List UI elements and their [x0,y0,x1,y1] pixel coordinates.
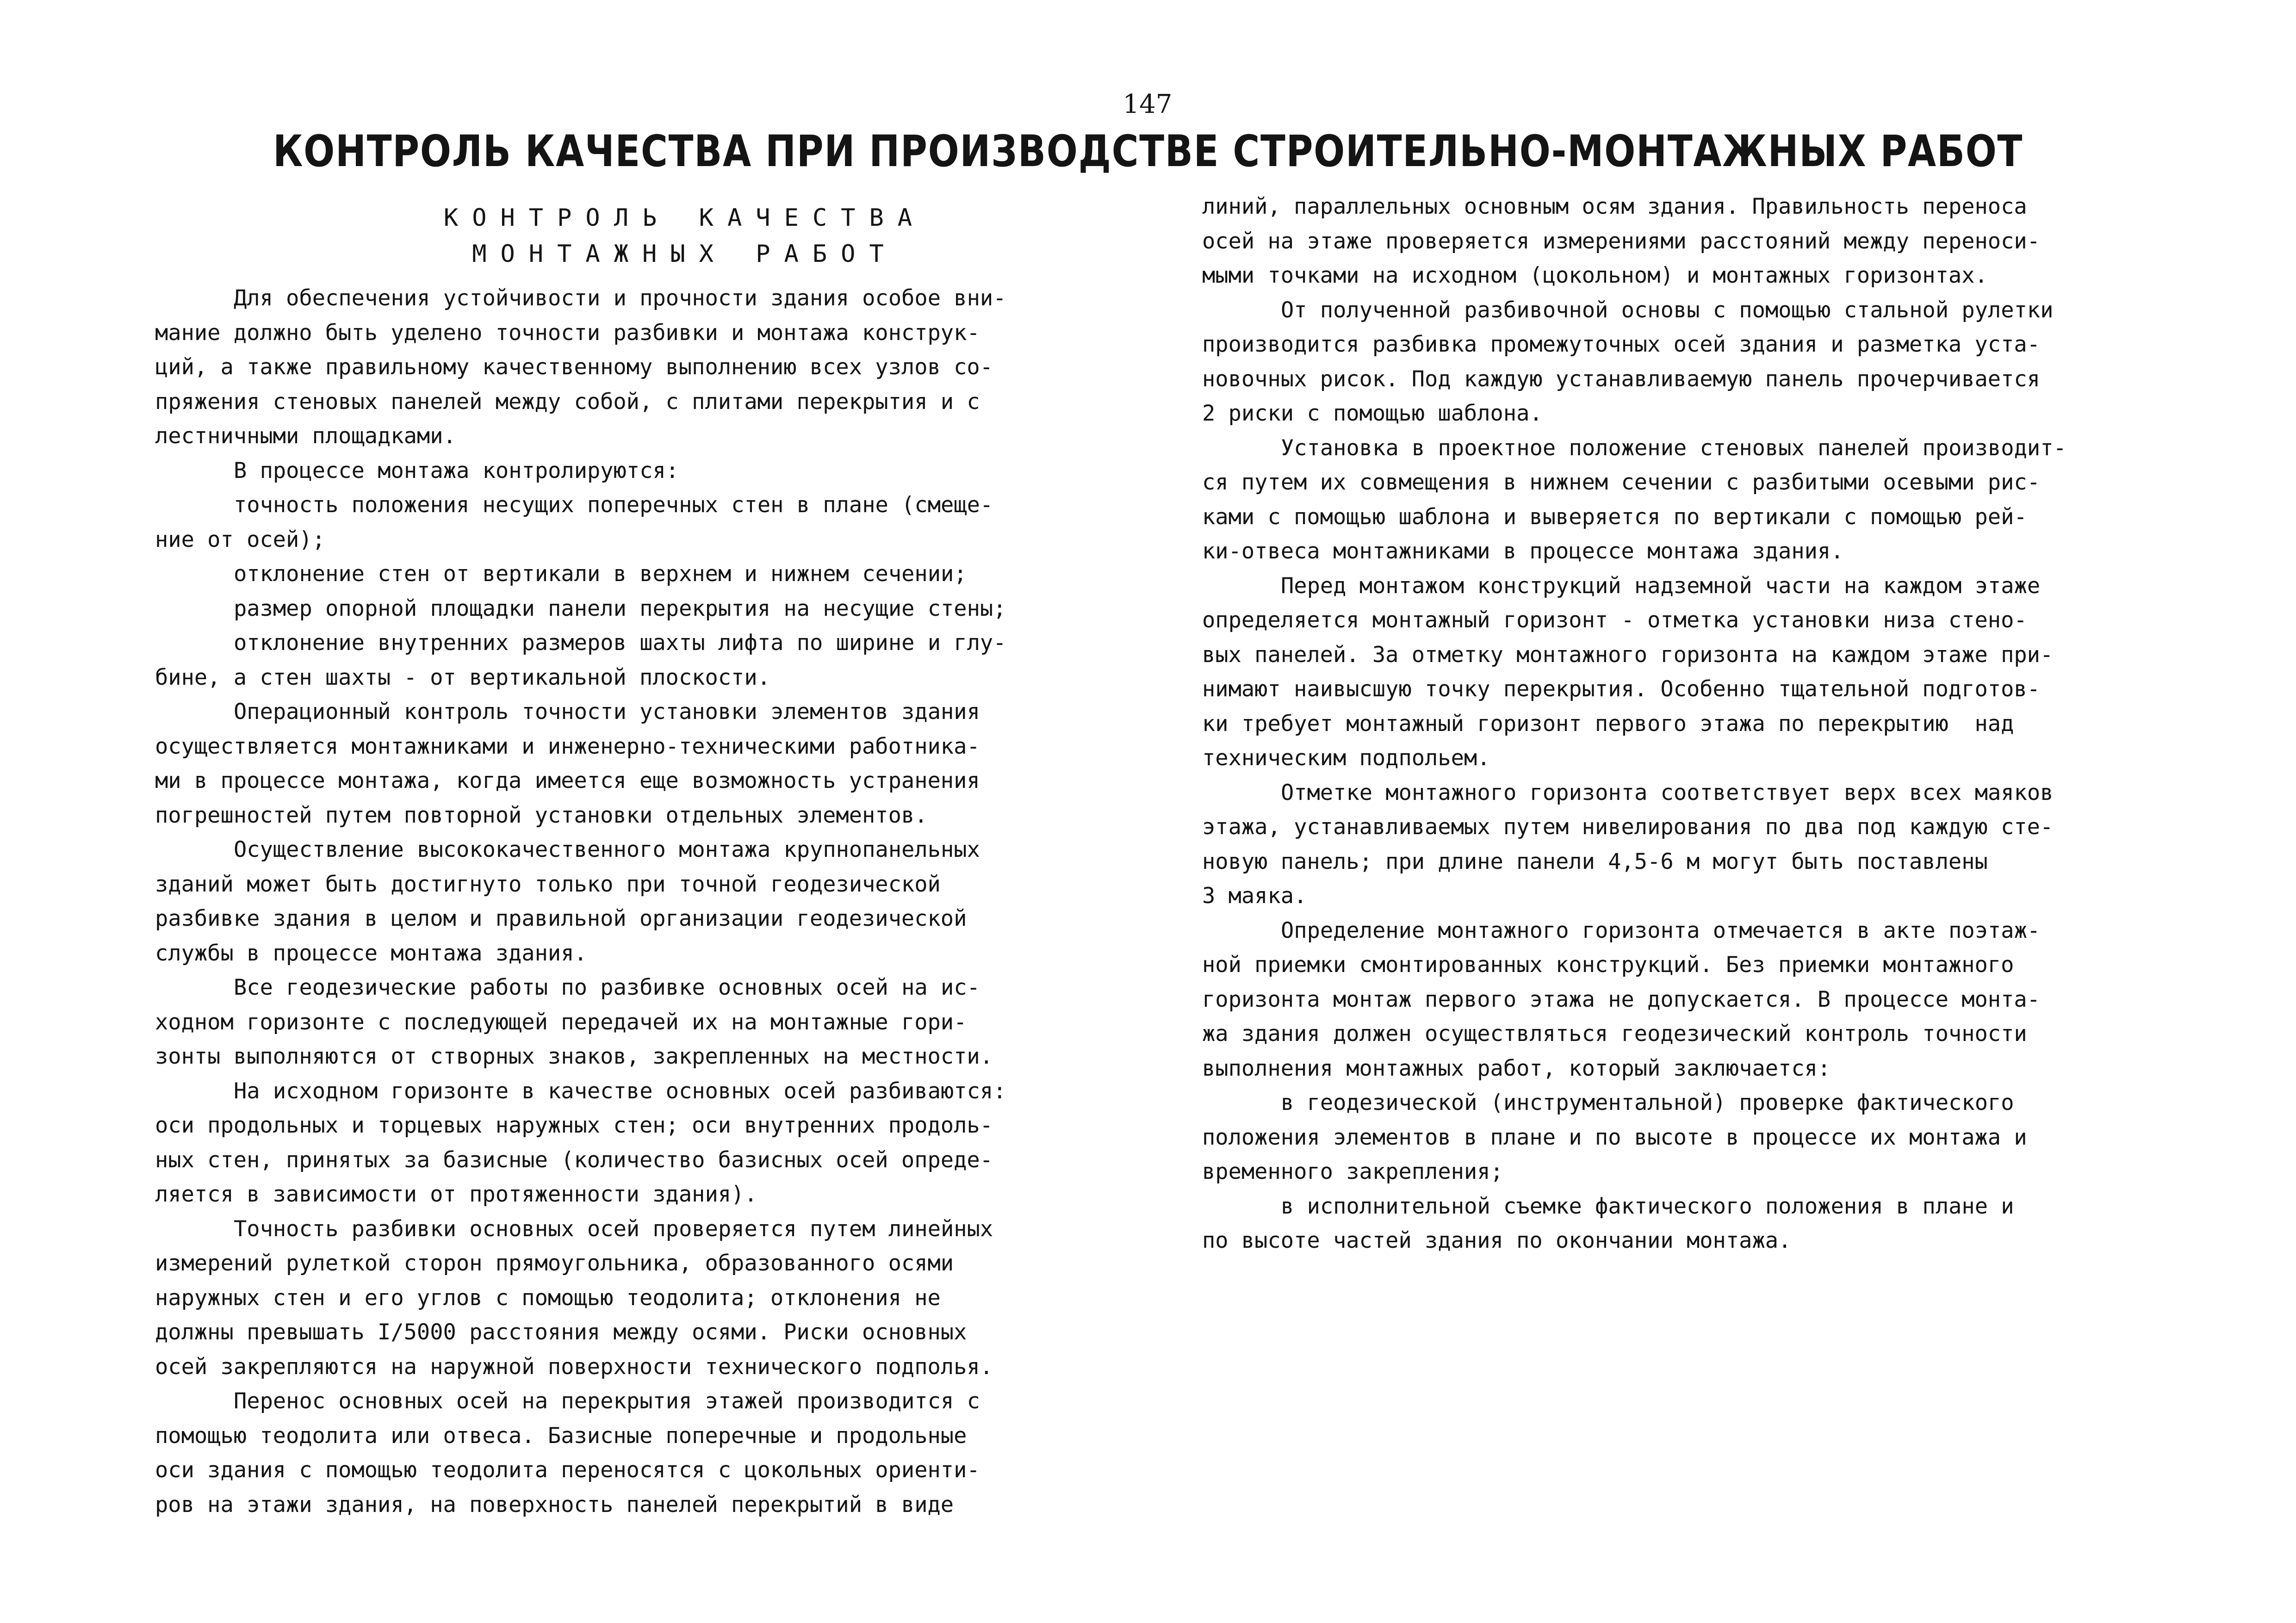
text-line: ляется в зависимости от протяженности здания). [155,1182,757,1207]
text-line: оси продольных и торцевых наружных стен; оси внутренних продоль- [155,1113,993,1138]
text-line: наружных стен и его углов с помощью теодолита; отклонения не [155,1285,941,1311]
text-line: временного закрепления; [1202,1159,1503,1184]
text-line: ми в процессе монтажа, когда имеется еще возможность устранения [155,768,980,793]
text-line: в исполнительной съемке фактического положения в плане и [1281,1193,2014,1219]
text-line: измерений рулеткой сторон прямоугольника, образованного осями [155,1251,954,1276]
text-line: разбивке здания в целом и правильной организации геодезической [155,906,967,931]
text-line: ки требует монтажный горизонт первого этажа по перекрытию над [1202,711,2014,737]
text-line: ние от осей); [155,527,325,552]
text-line: Определение монтажного горизонта отмечается в акте поэтаж- [1281,917,2041,943]
text-line: оси здания с помощью теодолита переносятся с цокольных ориенти- [155,1457,980,1483]
text-line: ной приемки смонтированных конструкций. Без приемки монтажного [1202,952,2014,978]
text-line: нимают наивысшую точку перекрытия. Особенно тщательной подготов- [1202,676,2040,702]
text-line: производится разбивка промежуточных осей здания и разметка уста- [1202,332,2040,357]
text-line: Осуществление высококачественного монтажа крупнопанельных [234,837,980,862]
text-line: бине, а стен шахты - от вертикальной плоскости. [155,664,770,690]
text-line: Отметке монтажного горизонта соответствует верх всех маяков [1281,780,2054,805]
text-line: в геодезической (инструментальной) проверке фактического [1281,1090,2014,1115]
text-line: вых панелей. За отметку монтажного горизонта на каждом этаже при- [1202,642,2054,668]
text-line: точность положения несущих поперечных стен в плане (смеще- [234,492,993,518]
text-line: службы в процессе монтажа здания. [155,940,587,966]
text-line: отклонение стен от вертикали в верхнем и нижнем сечении; [234,561,967,587]
section-heading-line: МОНТАЖНЫХ РАБОТ [472,240,898,268]
text-line: осей на этаже проверяется измерениями расстояний между переноси- [1202,228,2040,254]
text-line: лестничными площадками. [155,423,456,449]
text-line: осей закрепляются на наружной поверхности технического подполья. [155,1354,993,1380]
text-line: новочных рисок. Под каждую устанавливаемую панель прочерчивается [1202,366,2040,392]
page-title: КОНТРОЛЬ КАЧЕСТВА ПРИ ПРОИЗВОДСТВЕ СТРОИТЕЛЬНО-МОНТАЖНЫХ РАБОТ [273,126,2023,177]
text-line: пряжения стеновых панелей между собой, с плитами перекрытия и с [155,389,980,415]
text-line: ций, а также правильному качественному выполнению всех узлов со- [155,354,993,380]
text-line: Установка в проектное положение стеновых панелей производит- [1281,435,2066,461]
text-line: зданий может быть достигнуто только при точной геодезической [155,871,941,897]
text-line: ров на этажи здания, на поверхность панелей перекрытий в виде [155,1492,954,1518]
text-line: Операционный контроль точности установки элементов здания [234,699,980,725]
text-line: Перед монтажом конструкций надземной части на каждом этаже [1281,573,2041,599]
text-line: жа здания должен осуществляться геодезический контроль точности [1202,1021,2027,1047]
text-line: отклонение внутренних размеров шахты лифта по ширине и глу- [234,630,1006,656]
text-line: определяется монтажный горизонт - отметка установки низа стено- [1202,607,2027,633]
right-text-column [1202,190,2165,1258]
text-line: выполнения монтажных работ, который заключается: [1202,1055,1831,1081]
text-line: линий, параллельных основным осям здания. Правильность переноса [1202,194,2027,219]
text-line: 2 риски с помощью шаблона. [1202,401,1543,426]
text-line: этажа, устанавливаемых путем нивелирования по два под каждую сте- [1202,814,2054,840]
text-line: ходном горизонте с последующей передачей их на монтажные гори- [155,1009,967,1035]
section-heading-line: КОНТРОЛЬ КАЧЕСТВА [443,204,926,232]
text-line: Для обеспечения устойчивости и прочности здания особое вни- [234,285,1006,311]
text-line: техническим подпольем. [1202,745,1490,771]
text-line: На исходном горизонте в качестве основных осей разбиваются: [234,1078,1006,1104]
page-number: 147 [1123,89,1173,119]
text-line: осуществляется монтажниками и инженерно-техническими работника- [155,733,980,759]
text-line: мыми точками на исходном (цокольном) и монтажных горизонтах. [1202,263,1988,288]
text-line: ки-отвеса монтажниками в процессе монтажа здания. [1202,539,1844,564]
text-line: зонты выполняются от створных знаков, закрепленных на местности. [155,1044,993,1069]
text-line: Перенос основных осей на перекрытия этажей производится с [234,1388,980,1414]
text-line: В процессе монтажа контролируются: [234,458,679,483]
text-line: помощью теодолита или отвеса. Базисные поперечные и продольные [155,1423,967,1449]
text-line: ся путем их совмещения в нижнем сечении с разбитыми осевыми рис- [1202,470,2040,495]
text-line: мание должно быть уделено точности разбивки и монтажа конструк- [155,320,980,346]
text-line: ных стен, принятых за базисные (количество базисных осей опреде- [155,1147,993,1173]
left-text-column [155,281,1108,1522]
text-line: Точность разбивки основных осей проверяется путем линейных [234,1216,993,1242]
text-line: Все геодезические работы по разбивке основных осей на ис- [234,975,980,1000]
text-line: размер опорной площадки панели перекрытия на несущие стены; [234,595,1006,621]
text-line: должны превышать I/5000 расстояния между осями. Риски основных [155,1319,967,1345]
text-line: новую панель; при длине панели 4,5-6 м могут быть поставлены [1202,849,1988,874]
text-line: положения элементов в плане и по высоте в процессе их монтажа и [1202,1124,2027,1150]
text-line: От полученной разбивочной основы с помощью стальной рулетки [1281,297,2054,323]
section-heading [157,200,1212,272]
text-line: ками с помощью шаблона и выверяется по вертикали с помощью рей- [1202,504,2027,530]
text-line: горизонта монтаж первого этажа не допускается. В процессе монта- [1202,986,2040,1012]
text-line: погрешностей путем повторной установки отдельных элементов. [155,802,928,828]
text-line: 3 маяка. [1202,883,1307,909]
text-line: по высоте частей здания по окончании монтажа. [1202,1228,1792,1253]
